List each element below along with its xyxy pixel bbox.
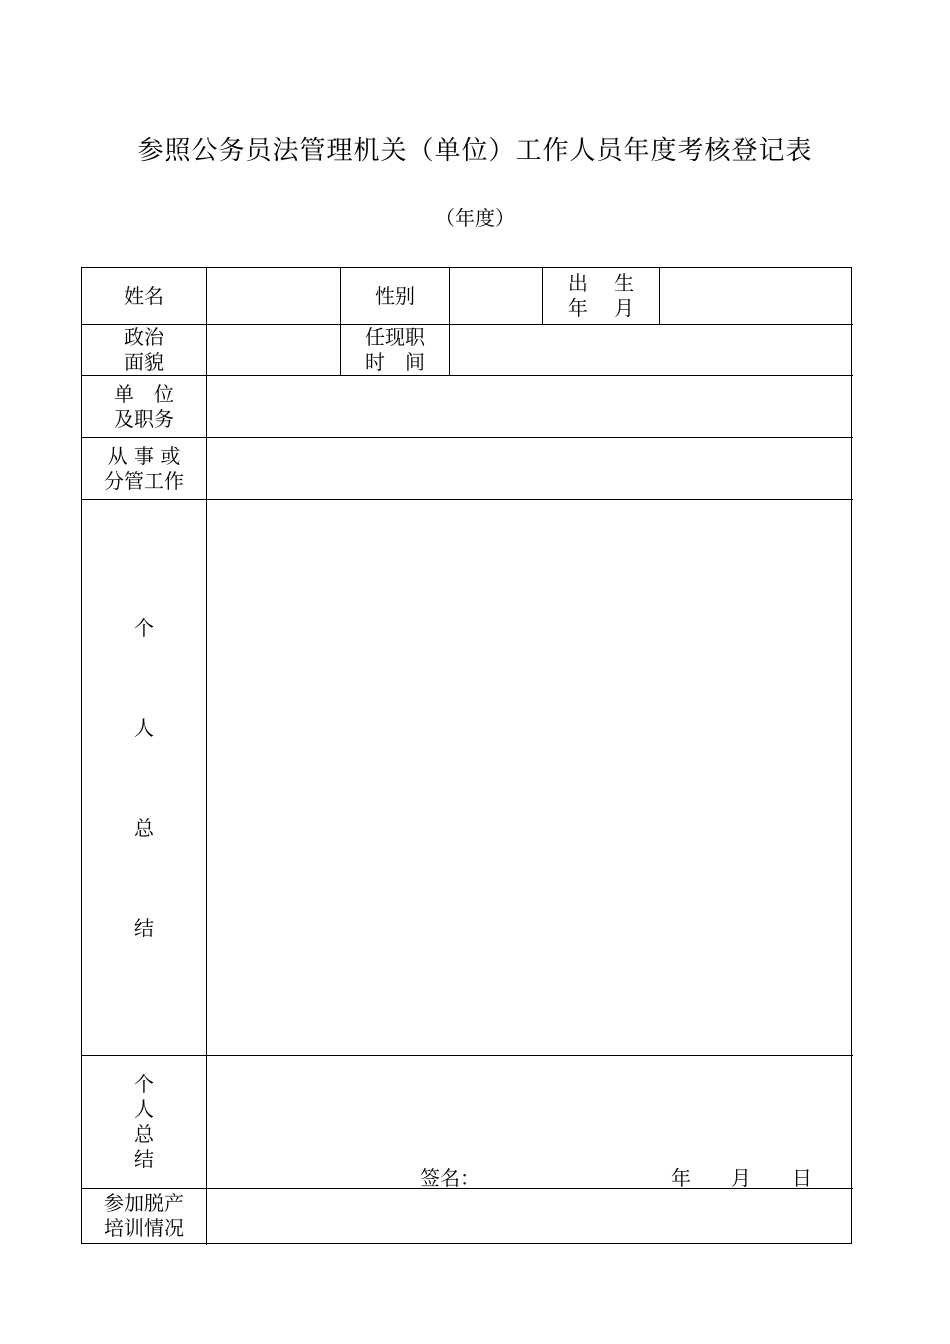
current-post-label-line: 任现职 <box>365 325 425 349</box>
training-label-line: 参加脱产 <box>104 1191 184 1215</box>
work-value[interactable] <box>207 438 853 499</box>
summary-sign-label-char: 个 <box>134 1072 154 1096</box>
unit-value[interactable] <box>207 376 853 437</box>
name-label <box>82 268 206 324</box>
summary-sign-area[interactable] <box>207 1056 853 1188</box>
birth-label-line: 年 月 <box>567 296 635 320</box>
gender-label-text: 性别 <box>375 283 415 308</box>
name-label-text: 姓名 <box>124 283 164 308</box>
summary-value[interactable] <box>207 500 853 1055</box>
political-label-line: 面貌 <box>124 350 164 374</box>
current-post-value[interactable] <box>450 325 853 375</box>
training-label-line: 培训情况 <box>104 1216 184 1240</box>
date-month-label: 月 <box>731 1166 751 1190</box>
summary-label <box>82 500 206 1055</box>
work-label-line: 分管工作 <box>104 468 184 493</box>
form-title: 参照公务员法管理机关（单位）工作人员年度考核登记表 <box>137 136 813 166</box>
gender-value[interactable] <box>450 268 542 324</box>
year-label: （年度） <box>435 206 515 230</box>
training-value[interactable] <box>207 1189 853 1243</box>
birth-label-line: 出 生 <box>567 271 635 295</box>
signature-label: 签名： <box>420 1166 480 1190</box>
unit-label <box>82 376 206 437</box>
birth-label <box>543 268 659 324</box>
work-label <box>82 438 206 499</box>
date-day-label: 日 <box>792 1166 812 1190</box>
summary-sign-label-char: 人 <box>134 1097 154 1121</box>
unit-label-line: 单 位 <box>114 381 174 406</box>
date-year-label: 年 <box>671 1166 691 1190</box>
political-label <box>82 325 206 375</box>
summary-sign-label-char: 结 <box>134 1147 154 1171</box>
political-label-line: 政治 <box>124 325 164 349</box>
work-label-line: 从 事 或 <box>107 443 181 468</box>
current-post-label-line: 时 间 <box>365 350 425 374</box>
summary-label-char: 个 <box>134 615 154 640</box>
current-post-label <box>341 325 449 375</box>
summary-label-char: 结 <box>134 915 154 940</box>
training-label <box>82 1189 206 1243</box>
political-value[interactable] <box>207 325 340 375</box>
summary-sign-label <box>82 1056 206 1188</box>
summary-sign-label-char: 总 <box>134 1122 154 1146</box>
name-value[interactable] <box>207 268 340 324</box>
birth-value[interactable] <box>660 268 853 324</box>
gender-label <box>341 268 449 324</box>
summary-label-char: 总 <box>134 815 154 840</box>
summary-label-char: 人 <box>134 715 154 740</box>
unit-label-line: 及职务 <box>114 406 174 431</box>
assessment-form-table <box>81 267 852 1244</box>
